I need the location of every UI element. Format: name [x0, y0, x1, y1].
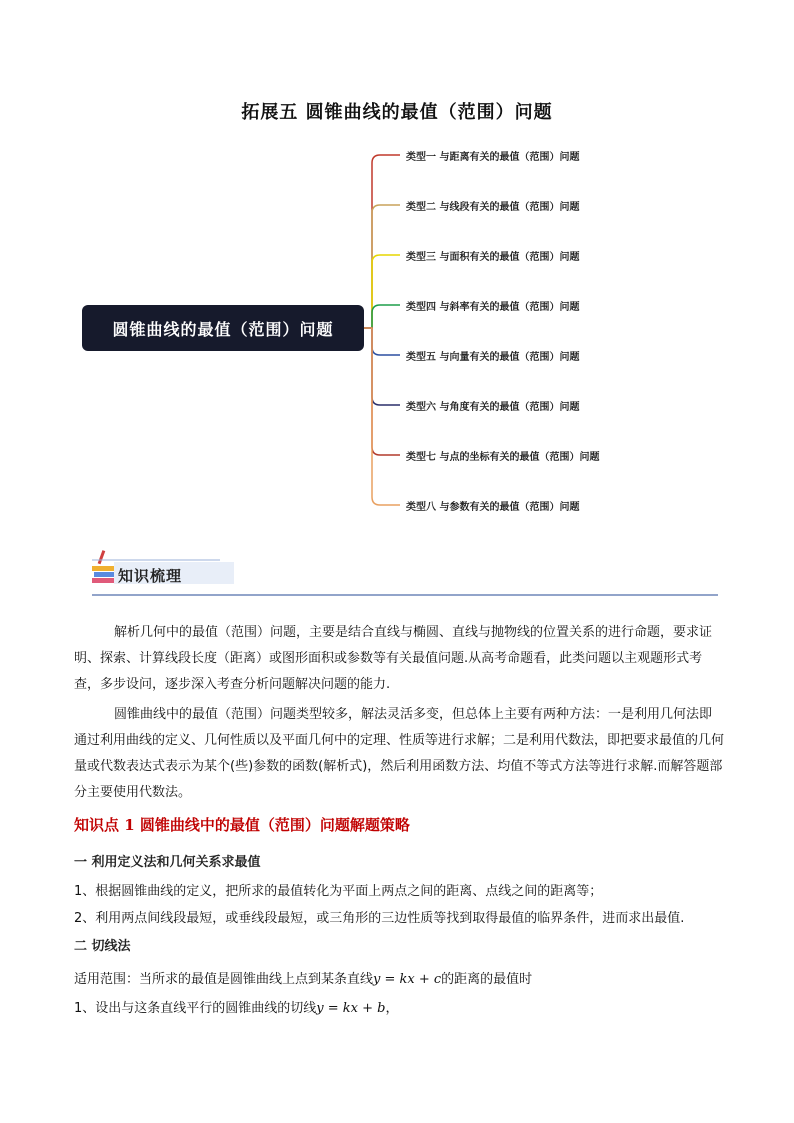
- method2-step1-tail: ，: [385, 1001, 399, 1016]
- method2-scope: [74, 968, 532, 987]
- method1-item-1: 1、根据圆锥曲线的定义，把所求的最值转化为平面上两点之间的距离、点线之间的距离等；: [74, 884, 603, 899]
- mindmap-branch-line: [364, 328, 400, 455]
- page-title: 拓展五 圆锥曲线的最值（范围）问题: [241, 102, 553, 123]
- mindmap-branch-line: [364, 328, 400, 405]
- mindmap-branch-label: 类型一 与距离有关的最值（范围）问题: [406, 152, 580, 163]
- mindmap-branch-label: 类型三 与面积有关的最值（范围）问题: [406, 252, 580, 263]
- mindmap-root: 圆锥曲线的最值（范围）问题: [82, 305, 364, 351]
- method2-step-1: [74, 997, 399, 1016]
- mindmap-branch-label: 类型四 与斜率有关的最值（范围）问题: [406, 302, 580, 313]
- section-banner-graphic: [90, 548, 720, 598]
- book-icon: [92, 578, 114, 583]
- mindmap-branch-label: 类型五 与向量有关的最值（范围）问题: [406, 352, 580, 363]
- mindmap-branch-label: 类型六 与角度有关的最值（范围）问题: [406, 402, 580, 413]
- method2-scope-text: 适用范围：当所求的最值是圆锥曲线上点到某条直线: [74, 972, 374, 987]
- mindmap-branch-label: 类型八 与参数有关的最值（范围）问题: [406, 502, 580, 513]
- mindmap-branch-label: 类型二 与线段有关的最值（范围）问题: [406, 202, 580, 213]
- mindmap-connectors: [0, 0, 794, 540]
- intro-paragraph-1: 解析几何中的最值（范围）问题，主要是结合直线与椭圆、直线与抛物线的位置关系的进行命题，要求证明、探索、计算线段长度（距离）或图形面积或参数等有关最值问题.从高考命题看，此类问题以主观题形式考查，多步设问，逐步深入考查分析问题解决问题的能力.: [74, 625, 713, 692]
- mindmap-branch-line: [364, 305, 400, 328]
- method2-step1-text: 1、设出与这条直线平行的圆锥曲线的切线: [74, 1001, 317, 1016]
- section-banner-title: 知识梳理: [118, 567, 183, 585]
- pencil-icon: [98, 550, 106, 564]
- mindmap-branch-label: 类型七 与点的坐标有关的最值（范围）问题: [406, 452, 600, 463]
- method1-heading: 一 利用定义法和几何关系求最值: [74, 855, 261, 870]
- method1-item-2: 2、利用两点间线段最短，或垂线段最短，或三角形的三边性质等找到取得最值的临界条件，进而求出最值.: [74, 911, 685, 926]
- method2-heading: 二 切线法: [74, 939, 131, 954]
- mindmap-branch-line: [364, 155, 400, 328]
- tangent-equation-b: y = kx + b: [316, 1001, 386, 1016]
- mindmap-branch-line: [364, 255, 400, 328]
- mindmap-branch-line: [364, 328, 400, 355]
- line-equation-c: y = kx + c: [373, 972, 442, 987]
- mindmap-branch-line: [364, 205, 400, 328]
- method2-scope-tail: 的距离的最值时: [441, 972, 533, 987]
- intro-paragraph-2: 圆锥曲线中的最值（范围）问题类型较多，解法灵活多变，但总体上主要有两种方法：一是利用几何法即通过利用曲线的定义、几何性质以及平面几何中的定理、性质等进行求解；二是利用代数法，即把要求最值的几何量或代数表达式表示为某个(些)参数的函数(解析式)，然后利用函数方法、均值不等式方法等进行求解.而解答题部分主要使用代数法。: [74, 707, 725, 800]
- knowledge-point-heading: 知识点 1 圆锥曲线中的最值（范围）问题解题策略: [74, 816, 410, 834]
